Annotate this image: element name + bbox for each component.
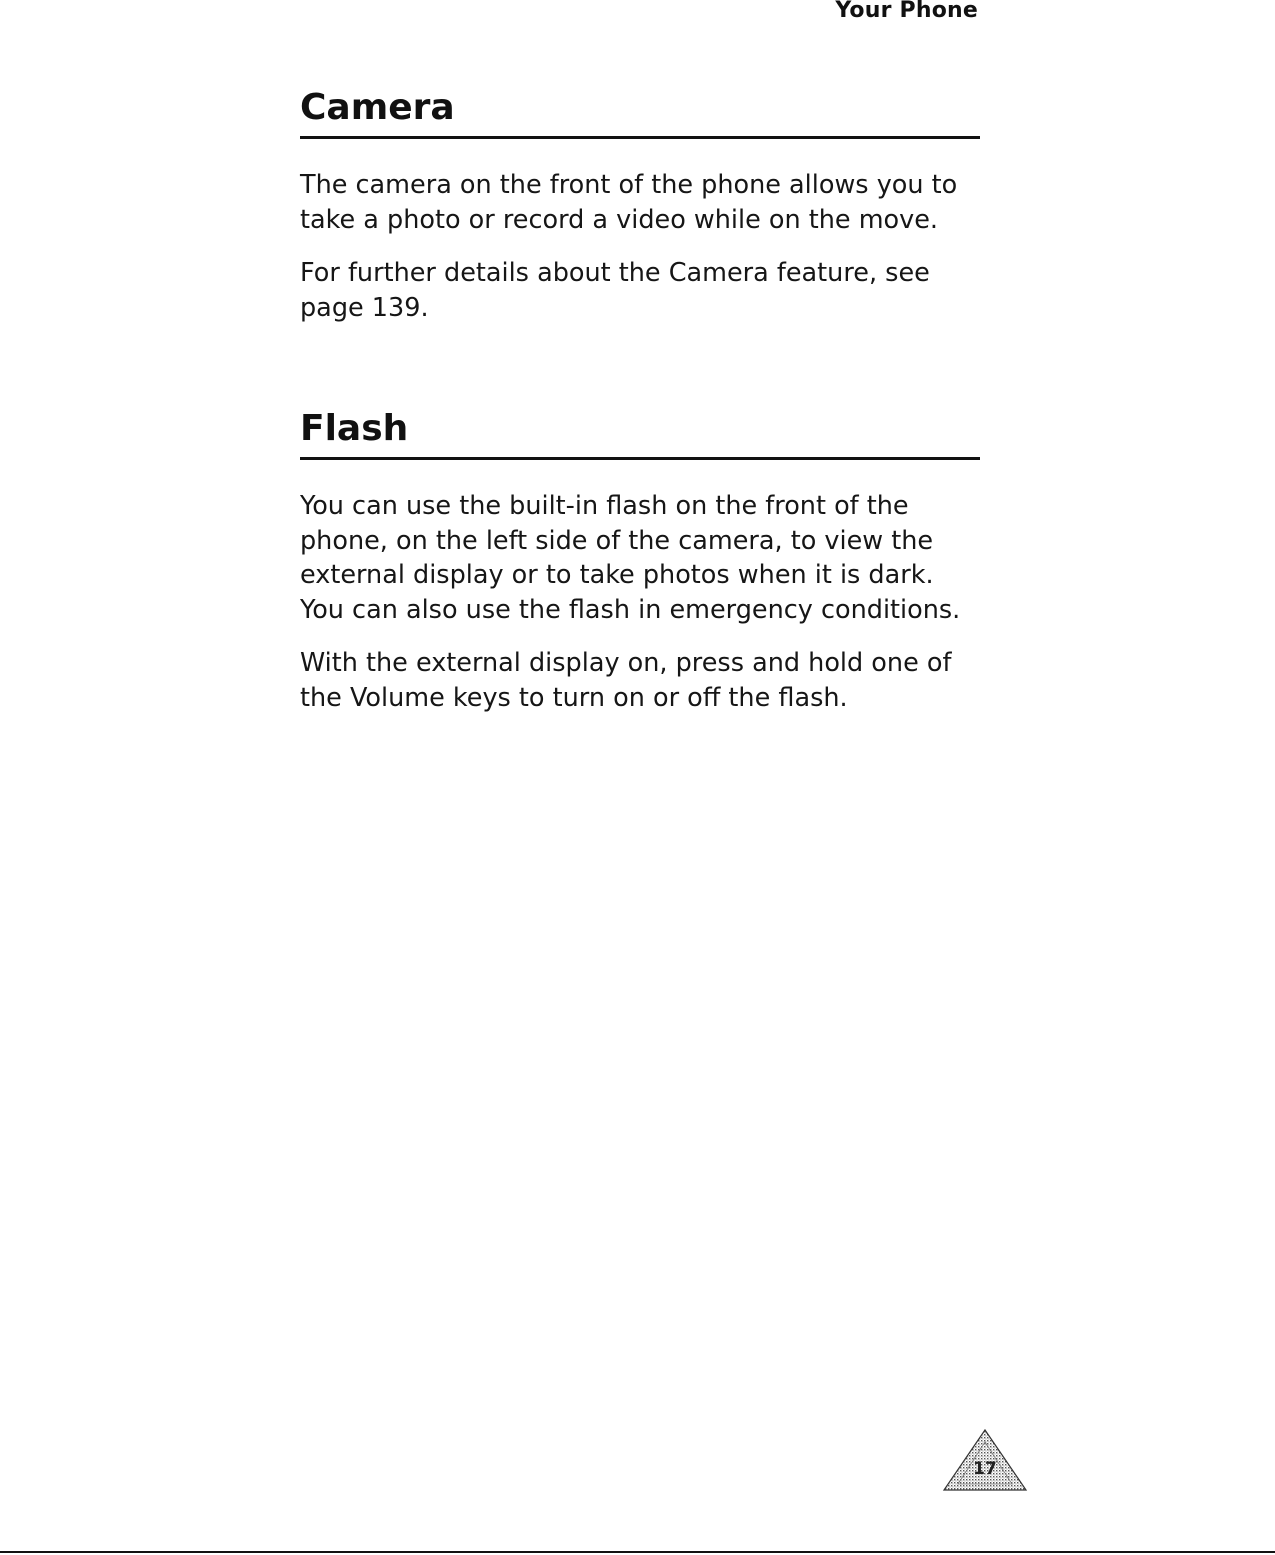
flash-paragraph-2 [300,646,980,715]
bottom-rule [0,1551,1275,1553]
text-line: take a photo or record a video while on the move. [300,204,939,235]
text-line: For further details about the Camera feature, see [300,258,930,288]
section-heading-flash: Flash [300,407,980,460]
text-line: You can also use the flash in emergency conditions. [300,594,961,625]
page-content [300,86,980,715]
camera-paragraph-2 [300,256,980,325]
running-header: Your Phone [835,0,978,23]
page-number: 17 [973,1459,997,1479]
text-line: the Volume keys to turn on or off the flash. [300,682,848,713]
camera-paragraph-1 [300,168,980,237]
flash-paragraph-1 [300,489,980,627]
text-line: The camera on the front of the phone allows you to [300,170,958,200]
text-line: phone, on the left side of the camera, to view the [300,525,934,556]
text-line: external display or to take photos when it is dark. [300,560,934,590]
page-number-badge [942,1428,1028,1494]
section-camera [300,86,980,325]
text-line: You can use the built-in flash on the front of the [300,491,909,521]
section-heading-camera: Camera [300,86,980,139]
text-line: With the external display on, press and hold one of [300,648,952,678]
section-flash [300,407,980,715]
triangle-page-badge-icon [942,1428,1028,1494]
text-line: page 139. [300,292,429,323]
